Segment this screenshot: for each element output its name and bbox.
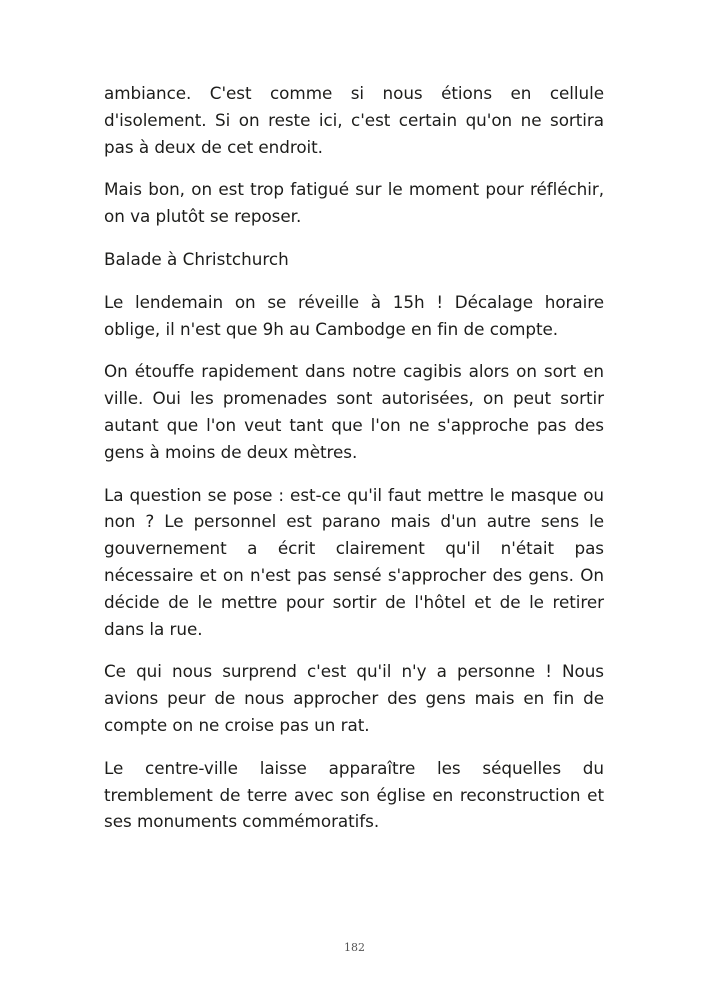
page-body [104,80,604,851]
paragraph: ambiance. C'est comme si nous étions en cellule d'isolement. Si on reste ici, c'est certain qu'on ne sortira pas à deux de cet endroit. [104,83,604,157]
paragraph: La question se pose : est-ce qu'il faut mettre le masque ou non ? Le personnel est parano mais d'un autre sens le gouvernement a écrit clairement qu'il n'était pas nécessaire et on n'est pas sensé s'approcher des gens. On décide de le mettre pour sortir de l'hôtel et de le retirer dans la rue. [104,484,604,639]
paragraph: Mais bon, on est trop fatigué sur le moment pour réfléchir, on va plutôt se reposer. [104,179,604,227]
section-heading: Balade à Christchurch [104,248,289,269]
paragraph: Le centre-ville laisse apparaître les séquelles du tremblement de terre avec son église en reconstruction et ses monuments commémoratifs. [104,757,604,832]
paragraph: On étouffe rapidement dans notre cagibis alors on sort en ville. Oui les promenades sont autorisées, on peut sortir autant que l'on veut tant que l'on ne s'approche pas des gens à moins de deux mètres. [104,361,604,462]
paragraph: Ce qui nous surprend c'est qu'il n'y a personne ! Nous avions peur de nous approcher des gens mais en fin de compte on ne croise pas un rat. [104,661,604,735]
page-number: 182 [344,941,365,954]
paragraph: Le lendemain on se réveille à 15h ! Décalage horaire oblige, il n'est que 9h au Cambodge en fin de compte. [104,291,604,339]
